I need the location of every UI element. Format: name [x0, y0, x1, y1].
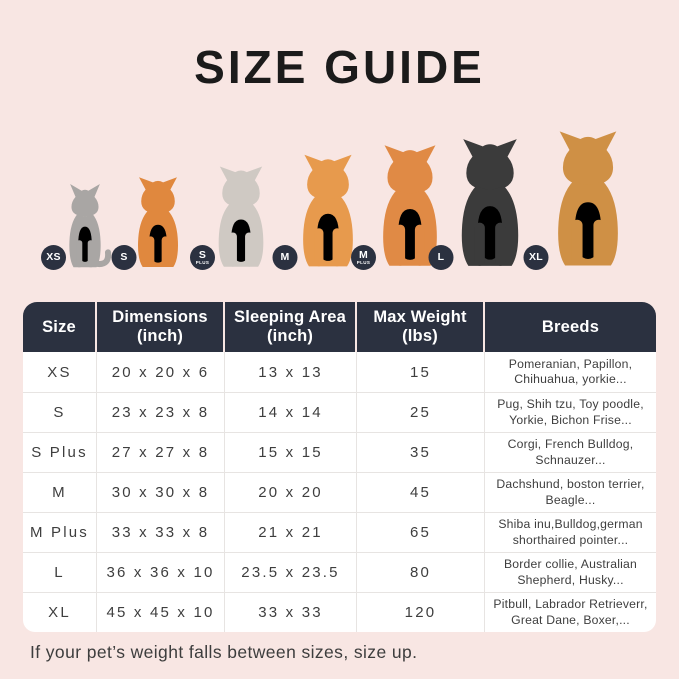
size-cell: XS	[23, 352, 97, 392]
max-weight-cell: 45	[357, 473, 485, 512]
column-header-unit: (inch)	[266, 327, 314, 345]
size-badge-label: XL	[528, 251, 544, 264]
dimensions-cell: 45 x 45 x 10	[97, 593, 225, 632]
breeds-cell: Shiba inu,Bulldog,german shorthaired pointer...	[498, 517, 643, 547]
breeds-cell: Pomeranian, Papillon, Chihuahua, yorkie...	[508, 356, 633, 386]
size-cell: S Plus	[23, 433, 97, 472]
golden-retriever-silhouette-icon	[534, 128, 643, 270]
pet-golden-retriever	[528, 128, 643, 270]
column-header-size	[23, 302, 97, 352]
size-badge-sublabel: PLUS	[356, 260, 371, 265]
table-row-xl	[23, 592, 656, 632]
dimensions-cell: 23 x 23 x 8	[97, 393, 225, 432]
table-row-s-plus	[23, 432, 656, 472]
column-header-max-weight	[357, 302, 485, 352]
sleeping-area-cell: 15 x 15	[225, 433, 357, 472]
size-cell: L	[23, 553, 97, 592]
breeds-cell: Dachshund, boston terrier, Beagle...	[496, 477, 645, 507]
column-header-label: Dimensions	[112, 308, 208, 327]
max-weight-cell: 25	[357, 393, 485, 432]
breeds-cell: Corgi, French Bulldog, Schnauzer...	[507, 437, 634, 467]
page-title: SIZE GUIDE	[194, 41, 485, 93]
size-badge-label: M	[358, 248, 369, 261]
size-badge	[273, 245, 298, 270]
column-header-breeds	[485, 302, 656, 352]
max-weight-cell: 35	[357, 433, 485, 472]
table-body	[23, 352, 656, 632]
sleeping-area-cell: 33 x 33	[225, 593, 357, 632]
footnote: If your pet’s weight falls between sizes, size up.	[30, 642, 418, 662]
size-badge-label: XS	[46, 251, 61, 264]
table-row-s	[23, 392, 656, 432]
size-cell: M Plus	[23, 513, 97, 552]
column-header-dimensions	[97, 302, 225, 352]
max-weight-cell: 120	[357, 593, 485, 632]
size-badge	[429, 245, 454, 270]
dimensions-cell: 36 x 36 x 10	[97, 553, 225, 592]
table-header-row	[23, 302, 656, 352]
pet-pomeranian	[122, 175, 195, 270]
dimensions-cell: 30 x 30 x 8	[97, 473, 225, 512]
size-badge-label: S	[120, 251, 128, 264]
column-header-label: Breeds	[541, 317, 600, 336]
size-badge-label: L	[437, 251, 445, 264]
pets-row	[0, 118, 679, 270]
size-cell: S	[23, 393, 97, 432]
dimensions-cell: 33 x 33 x 8	[97, 513, 225, 552]
sleeping-area-cell: 13 x 13	[225, 352, 357, 392]
table-row-xs	[23, 352, 656, 392]
column-header-unit: (inch)	[136, 327, 184, 345]
column-header-label: Max Weight	[373, 308, 467, 327]
dimensions-cell: 27 x 27 x 8	[97, 433, 225, 472]
size-table	[23, 302, 656, 632]
sleeping-area-cell: 14 x 14	[225, 393, 357, 432]
table-row-m-plus	[23, 512, 656, 552]
table-row-m	[23, 472, 656, 512]
breeds-cell: Border collie, Australian Shepherd, Husky...	[503, 557, 638, 587]
size-cell: XL	[23, 593, 97, 632]
column-header-sleeping-area	[225, 302, 357, 352]
max-weight-cell: 80	[357, 553, 485, 592]
dimensions-cell: 20 x 20 x 6	[97, 352, 225, 392]
breeds-cell: Pug, Shih tzu, Toy poodle, Yorkie, Bichon Frise...	[497, 397, 644, 427]
sleeping-area-cell: 21 x 21	[225, 513, 357, 552]
sleeping-area-cell: 20 x 20	[225, 473, 357, 512]
size-badge-sublabel: PLUS	[195, 260, 210, 265]
size-badge-label: S	[198, 248, 207, 261]
size-badge-label: M	[280, 251, 290, 264]
pet-cat	[46, 182, 119, 270]
size-badge	[524, 245, 549, 270]
size-badge	[41, 245, 66, 270]
breeds-cell: Pitbull, Labrador Retrieverr, Great Dane, Boxer,...	[493, 597, 648, 627]
max-weight-cell: 65	[357, 513, 485, 552]
table-row-l	[23, 552, 656, 592]
size-badge	[190, 245, 215, 270]
pet-french-bulldog	[195, 164, 282, 270]
column-header-unit: (lbs)	[402, 327, 438, 345]
column-header-label: Sleeping Area	[233, 308, 347, 327]
size-badge	[351, 245, 376, 270]
sleeping-area-cell: 23.5 x 23.5	[225, 553, 357, 592]
size-cell: M	[23, 473, 97, 512]
column-header-label: Size	[42, 317, 76, 336]
size-badge	[112, 245, 137, 270]
max-weight-cell: 15	[357, 352, 485, 392]
